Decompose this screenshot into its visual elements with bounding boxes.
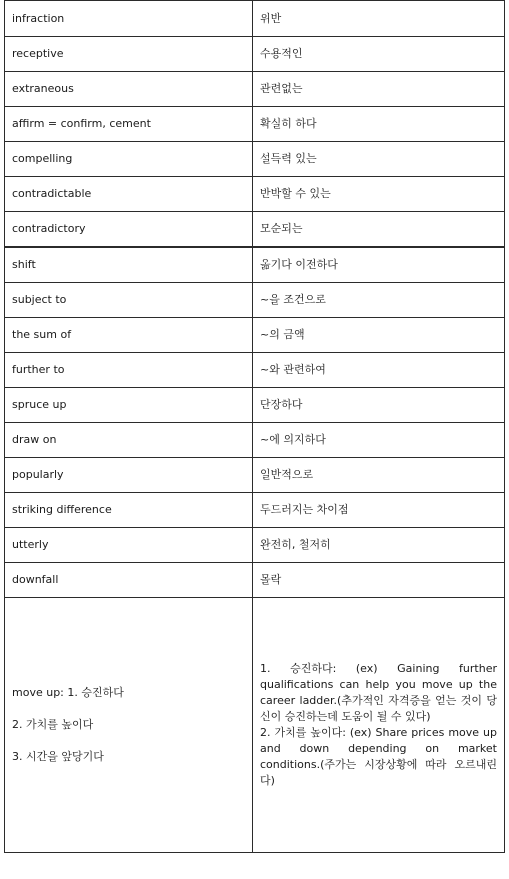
meaning-cell: 일반적으로 — [253, 458, 505, 493]
table-row — [5, 72, 505, 107]
table-row — [5, 528, 505, 563]
meaning-cell: ~와 관련하여 — [253, 353, 505, 388]
meaning-cell: 몰락 — [253, 563, 505, 598]
term-cell: downfall — [5, 563, 253, 598]
move-up-example-2: 2. 가치를 높이다: (ex) Share prices move up and down depending on market conditions.(주가는 시장상황에 따라 오르내린다) — [260, 726, 497, 787]
term-cell: receptive — [5, 37, 253, 72]
move-up-sense-1: move up: 1. 승진하다 — [12, 686, 124, 699]
term-cell: extraneous — [5, 72, 253, 107]
table-row — [5, 388, 505, 423]
term-cell: compelling — [5, 142, 253, 177]
meaning-cell: 관련없는 — [253, 72, 505, 107]
table-row — [5, 458, 505, 493]
meaning-cell: ~의 금액 — [253, 318, 505, 353]
term-cell: spruce up — [5, 388, 253, 423]
meaning-cell: 옮기다 이전하다 — [253, 247, 505, 283]
move-up-sense-3: 3. 시간을 앞당기다 — [12, 750, 104, 763]
move-up-examples-cell — [253, 598, 505, 853]
meaning-cell: 설득력 있는 — [253, 142, 505, 177]
meaning-cell: 확실히 하다 — [253, 107, 505, 142]
meaning-cell: 완전히, 철저히 — [253, 528, 505, 563]
meaning-cell: 단장하다 — [253, 388, 505, 423]
term-cell: contradictable — [5, 177, 253, 212]
meaning-cell: 반박할 수 있는 — [253, 177, 505, 212]
term-cell: further to — [5, 353, 253, 388]
term-cell: affirm = confirm, cement — [5, 107, 253, 142]
meaning-cell: 위반 — [253, 1, 505, 37]
table-row — [5, 37, 505, 72]
table-row — [5, 283, 505, 318]
term-cell: draw on — [5, 423, 253, 458]
term-cell: shift — [5, 247, 253, 283]
table-row — [5, 247, 505, 283]
term-cell: the sum of — [5, 318, 253, 353]
table-row — [5, 493, 505, 528]
meaning-cell: 모순되는 — [253, 212, 505, 248]
table-row — [5, 563, 505, 598]
table-row — [5, 318, 505, 353]
table-row — [5, 177, 505, 212]
term-cell: popularly — [5, 458, 253, 493]
meaning-cell: ~에 의지하다 — [253, 423, 505, 458]
meaning-cell: 두드러지는 차이점 — [253, 493, 505, 528]
term-cell: striking difference — [5, 493, 253, 528]
table-row — [5, 423, 505, 458]
vocabulary-table — [4, 0, 505, 853]
term-cell: infraction — [5, 1, 253, 37]
table-row — [5, 107, 505, 142]
table-row — [5, 1, 505, 37]
meaning-cell: 수용적인 — [253, 37, 505, 72]
term-cell: contradictory — [5, 212, 253, 248]
move-up-term-cell — [5, 598, 253, 853]
term-cell: utterly — [5, 528, 253, 563]
move-up-sense-2: 2. 가치를 높이다 — [12, 718, 94, 731]
meaning-cell: ~을 조건으로 — [253, 283, 505, 318]
table-row — [5, 212, 505, 248]
table-row-move-up — [5, 598, 505, 853]
term-cell: subject to — [5, 283, 253, 318]
move-up-example-1: 1. 승진하다: (ex) Gaining further qualifications can help you move up the career ladder.(추가적인 자격증을 얻는 것이 당신이 승진하는데 도움이 될 수 있다) — [260, 662, 497, 723]
table-row — [5, 353, 505, 388]
table-row — [5, 142, 505, 177]
